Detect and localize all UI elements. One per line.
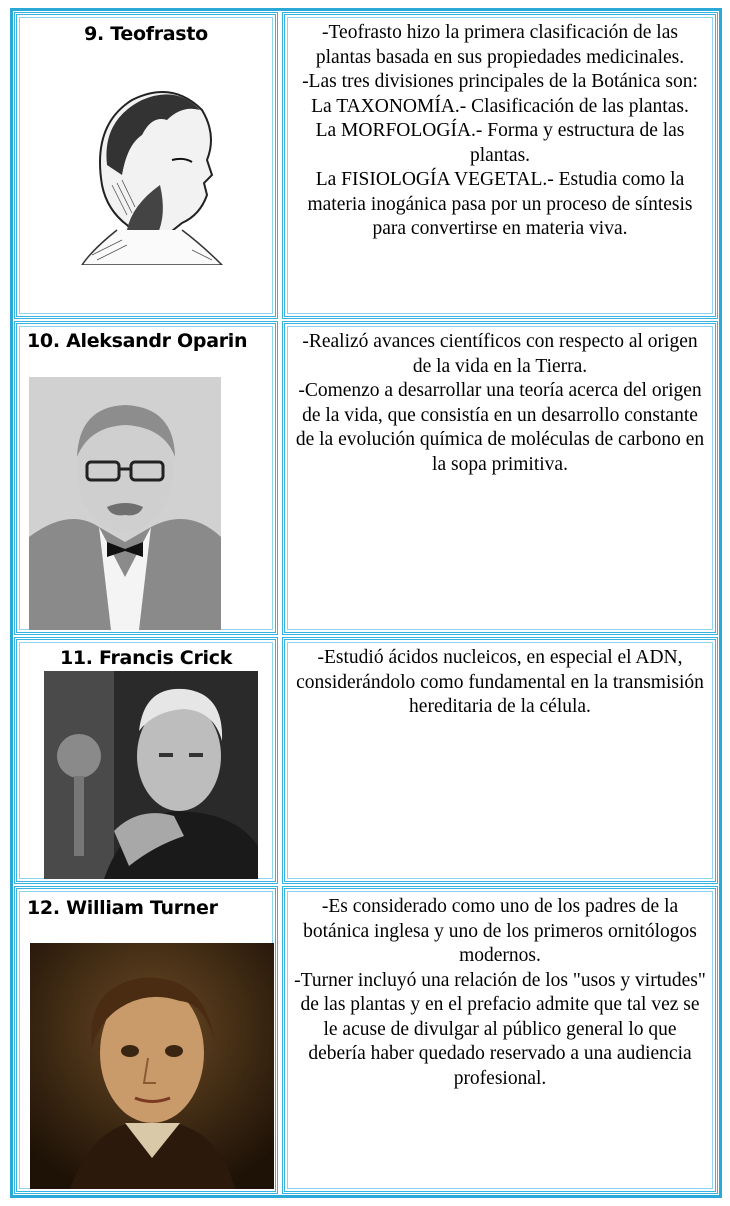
description-cell-teofrasto	[282, 12, 718, 319]
name-cell-oparin	[14, 321, 278, 635]
description-cell-oparin	[282, 321, 718, 635]
description-text	[293, 21, 707, 242]
description-paragraph: -Estudió ácidos nucleicos, en especial el ADN, considerándolo como fundamental en la transmisión hereditaria de la célula.	[296, 647, 704, 717]
scientist-name: 10. Aleksandr Oparin	[27, 330, 248, 352]
painted-portrait-icon	[30, 943, 274, 1189]
description-paragraph: -Teofrasto hizo la primera clasificación de las plantas basada en sus propiedades medicinales.	[315, 22, 685, 68]
description-paragraph: La FISIOLOGÍA VEGETAL.- Estudia como la materia inogánica pasa por un proceso de síntesis para convertirse en materia viva.	[307, 169, 693, 239]
engraved-profile-portrait-icon	[72, 65, 232, 265]
name-cell-teofrasto	[14, 12, 278, 319]
description-paragraph: La MORFOLOGÍA.- Forma y estructura de las plantas.	[315, 120, 685, 166]
description-paragraph: La TAXONOMÍA.- Clasificación de las plantas.	[311, 95, 689, 117]
scientist-name: 11. Francis Crick	[59, 647, 233, 669]
name-cell-crick	[14, 637, 278, 884]
description-cell-turner	[282, 886, 718, 1194]
description-paragraph: -Comenzo a desarrollar una teoría acerca del origen de la vida, que consistía en un desarrollo constante de la evolución química de moléculas de carbono en la sopa primitiva.	[295, 380, 705, 475]
description-paragraph: -Realizó avances científicos con respecto al origen de la vida en la Tierra.	[302, 331, 698, 377]
description-text	[293, 895, 707, 1091]
description-text	[293, 330, 707, 477]
description-text	[293, 646, 707, 720]
scientist-name: 12. William Turner	[27, 897, 218, 919]
photo-portrait-glasses-bowtie-icon	[29, 377, 221, 630]
description-paragraph: -Es considerado como uno de los padres de la botánica inglesa y uno de los primeros ornitólogos modernos.	[303, 896, 697, 966]
description-paragraph: -Las tres divisiones principales de la Botánica son:	[302, 71, 698, 92]
name-cell-turner	[14, 886, 278, 1194]
scientist-name: 9. Teofrasto	[84, 23, 208, 45]
description-cell-crick	[282, 637, 718, 884]
photo-portrait-hand-on-chin-icon	[44, 671, 258, 879]
description-paragraph: -Turner incluyó una relación de los "usos y virtudes" de las plantas y en el prefacio admite que tal vez se le acuse de divulgar al público general lo que debería haber quedado reservado a una audiencia profesional.	[294, 969, 706, 1089]
